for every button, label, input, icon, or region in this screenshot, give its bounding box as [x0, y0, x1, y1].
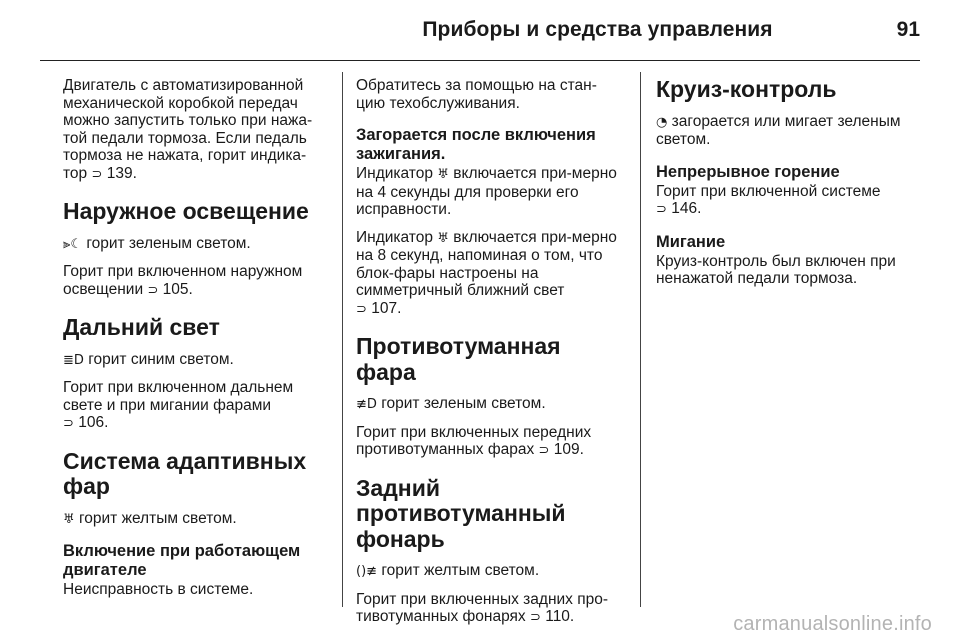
- adaptive-light-icon: ♅: [437, 230, 449, 246]
- adaptive-light-icon: ♅: [437, 167, 449, 182]
- adaptive-light-icon: ♅: [63, 511, 75, 527]
- flashing-body: Круиз-контроль был включен при ненажатой педали тормоза.: [656, 252, 896, 287]
- section-heading-adaptive-lights: Система адаптивных фар: [63, 447, 307, 499]
- section-heading-exterior-lighting: Наружное освещение: [63, 198, 309, 224]
- subheading-flashing: Мигание: [656, 232, 726, 251]
- column-2: [356, 77, 618, 637]
- cruise-indicator-text: ◔ загорается или мигает зеленым светом.: [656, 112, 901, 148]
- page-number: 91: [896, 18, 920, 41]
- high-beam-body: Горит при включенном дальнем свете и при мигании фарами ⊃ 106.: [63, 379, 294, 431]
- high-beam-icon: ≣D: [63, 352, 84, 368]
- rear-fog-light-icon: ()≢: [356, 564, 378, 579]
- page-title: Приборы и средства управления: [422, 18, 773, 41]
- service-paragraph: Обратитесь за помощью на стан-цию техобслуживания.: [356, 77, 597, 112]
- exterior-light-icon: ⫸☾: [63, 236, 82, 252]
- front-fog-indicator-text: ≢D горит зеленым светом.: [356, 395, 546, 412]
- header-rule: [40, 60, 920, 61]
- section-heading-high-beam: Дальний свет: [63, 314, 220, 340]
- ignition-paragraph-2: Индикатор ♅ включается при-мерно на 8 секунд, напоминая о том, что блок-фары настроены на симметричный ближний свет ⊃ 107.: [356, 228, 617, 317]
- column-3: [656, 77, 918, 298]
- watermark: carmanualsonline.info: [733, 613, 932, 635]
- subheading-steady: Непрерывное горение: [656, 162, 840, 181]
- exterior-lighting-indicator-text: ⫸☾ горит зеленым светом.: [63, 234, 251, 252]
- section-heading-rear-fog: Задний противотуманный фонарь: [356, 474, 566, 552]
- rear-fog-body: Горит при включенных задних про-тивотуманных фонарях ⊃ 110.: [356, 590, 609, 625]
- page-ref-arrow-icon: ⊃: [63, 416, 74, 431]
- section-heading-front-fog: Противотуманная фара: [356, 333, 561, 385]
- rear-fog-indicator-text: ()≢ горит желтым светом.: [356, 562, 540, 579]
- front-fog-body: Горит при включенных передних противотуманных фарах ⊃ 109.: [356, 423, 592, 458]
- page-ref-arrow-icon: ⊃: [656, 202, 667, 217]
- page-ref-arrow-icon: ⊃: [91, 166, 103, 182]
- adaptive-lights-indicator-text: ♅ горит желтым светом.: [63, 509, 237, 527]
- subheading-after-ignition: Загорается после включения зажигания.: [356, 126, 596, 163]
- high-beam-indicator-text: ≣D горит синим светом.: [63, 350, 234, 368]
- intro-paragraph: Двигатель с автоматизированной механической коробкой передач можно запустить только при нажа-той педали тормоза. Если педаль тормоза не нажата, горит индика-тор ⊃ 139.: [63, 77, 313, 182]
- exterior-lighting-body: Горит при включенном наружном освещении ⊃ 105.: [63, 263, 303, 298]
- page-ref-arrow-icon: ⊃: [147, 282, 159, 298]
- page-ref-arrow-icon: ⊃: [530, 610, 541, 625]
- column-divider-1: [342, 72, 343, 607]
- subheading-engine-running: Включение при работающем двигателе: [63, 542, 301, 579]
- page-ref-arrow-icon: ⊃: [538, 443, 550, 458]
- column-1: [63, 77, 325, 609]
- section-heading-cruise-control: Круиз-контроль: [656, 76, 837, 102]
- page-ref-arrow-icon: ⊃: [356, 301, 367, 317]
- ignition-paragraph-1: Индикатор ♅ включается при-мерно на 4 секунды для проверки его исправности.: [356, 165, 617, 218]
- front-fog-light-icon: ≢D: [356, 397, 377, 412]
- column-divider-2: [640, 72, 641, 607]
- engine-running-body: Неисправность в системе.: [63, 581, 254, 598]
- steady-body: Горит при включенной системе ⊃ 146.: [656, 182, 881, 217]
- cruise-control-icon: ◔: [656, 114, 668, 130]
